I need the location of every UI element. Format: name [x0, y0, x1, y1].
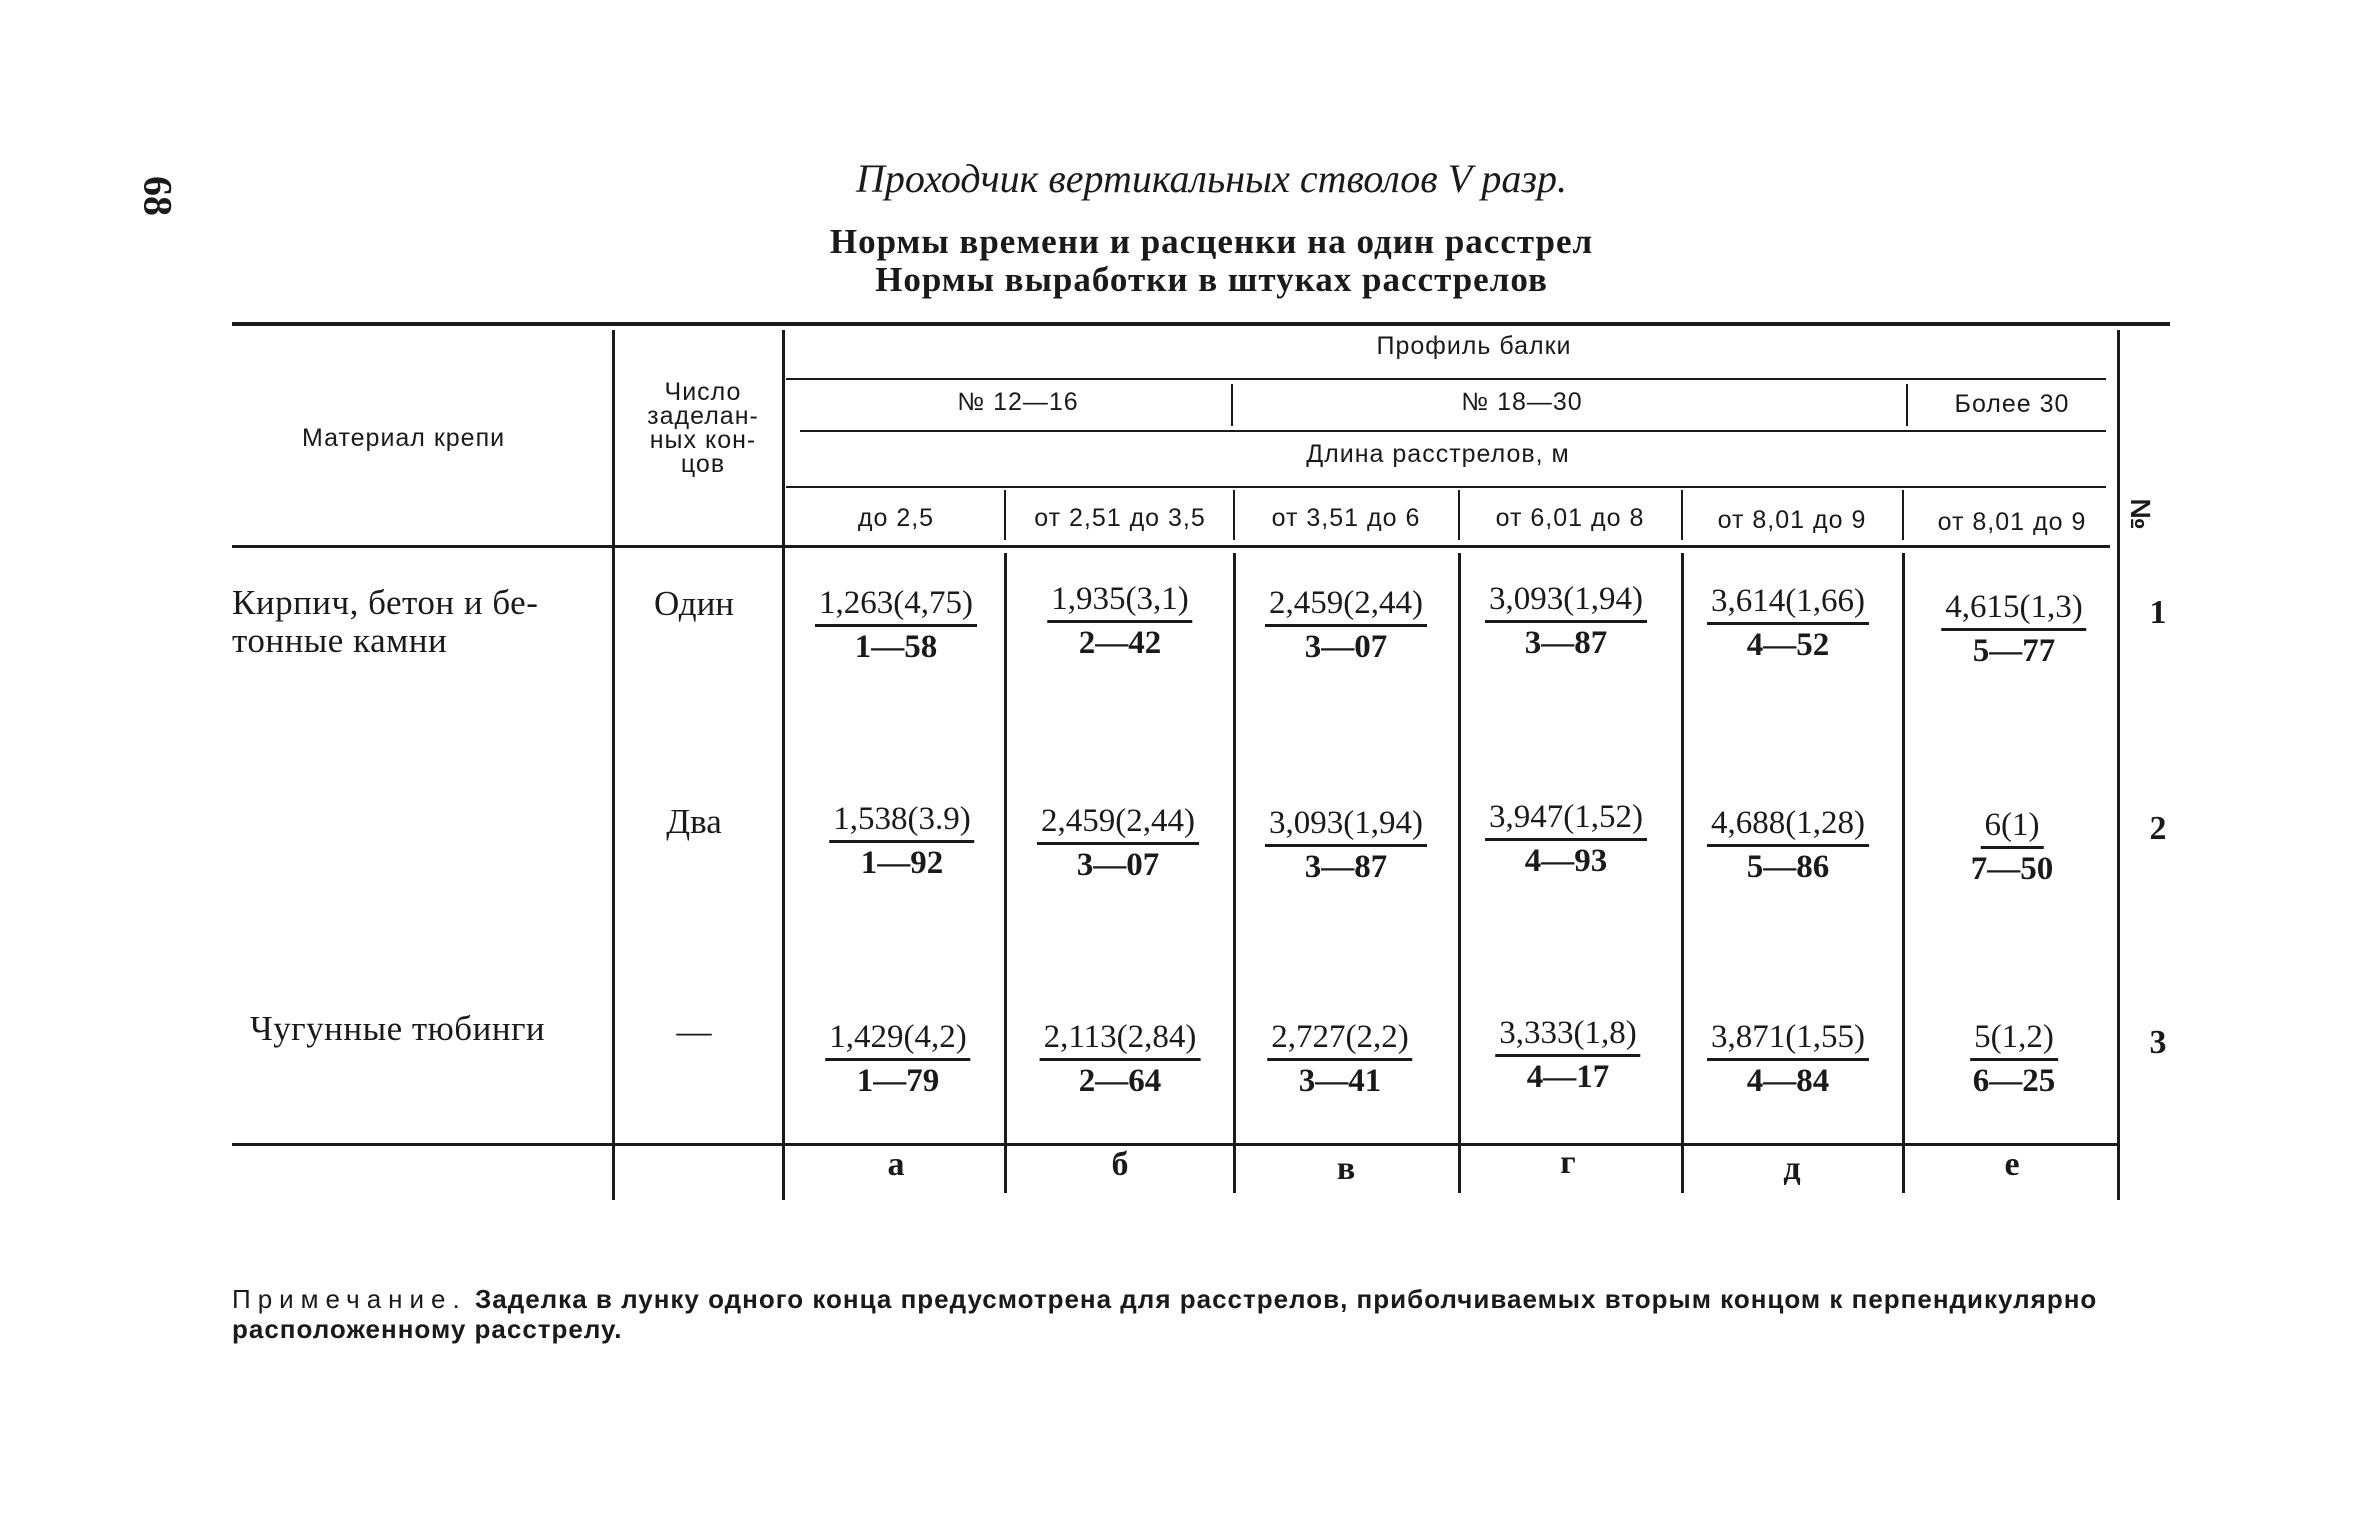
- row-3-cell-d: $\frac{3,333(1,8)}{4—17}$: [1495, 1014, 1640, 1097]
- section-title: Проходчик вертикальных стволов V разр.: [856, 156, 1567, 201]
- row-1-material: Кирпич, бетон и бе-тонные камни: [232, 583, 539, 660]
- v-rule-body-3: [1458, 553, 1461, 1193]
- row-1-cell-b: $\frac{1,935(3,1)}{2—42}$: [1047, 580, 1192, 663]
- header-length: Длина расстрелов, м: [1306, 440, 1570, 468]
- row-2-cell-b: $\frac{2,459(2,44)}{3—07}$: [1037, 802, 1199, 885]
- row-1-number: 1: [2149, 594, 2167, 631]
- row-2-number: 2: [2149, 810, 2167, 847]
- footnote-lead: Примечание.: [232, 1284, 467, 1314]
- v-rule-group-1: [1231, 384, 1233, 426]
- row-2-ends: Два: [666, 802, 722, 841]
- v-rule-material: [612, 330, 615, 1200]
- v-rule-col-1: [1004, 490, 1006, 540]
- page-number: 68: [135, 176, 181, 216]
- header-profile: Профиль балки: [1376, 332, 1572, 360]
- v-rule-no: [2117, 330, 2120, 1200]
- v-rule-body-4: [1681, 553, 1684, 1193]
- row-1-cell-e: $\frac{3,614(1,66)}{4—52}$: [1707, 582, 1869, 665]
- row-3-cell-f: $\frac{5(1,2)}{6—25}$: [1970, 1018, 2058, 1101]
- footer-letter-d: г: [1560, 1144, 1576, 1181]
- row-2-cell-c: $\frac{3,093(1,94)}{3—87}$: [1265, 804, 1427, 887]
- v-rule-group-2: [1906, 384, 1908, 426]
- v-rule-col-4: [1681, 490, 1683, 540]
- length-rule: [786, 486, 2106, 488]
- row-2-cell-f: $\frac{6(1)}{7—50}$: [1970, 807, 2054, 887]
- header-no: №: [2125, 498, 2156, 530]
- table-top-rule: [232, 322, 2170, 326]
- header-group-1: № 12—16: [957, 388, 1079, 416]
- header-group-2: № 18—30: [1461, 388, 1583, 416]
- footnote-text: Заделка в лунку одного конца предусмотрена для расстрелов, приболчиваемых вторым концом к перпендикулярно расположенному расстрелу.: [232, 1284, 2098, 1344]
- header-col-b: от 2,51 до 3,5: [1034, 504, 1206, 532]
- footer-letter-e: д: [1783, 1150, 1801, 1187]
- row-2-cell-e: $\frac{4,688(1,28)}{5—86}$: [1707, 804, 1869, 887]
- header-bottom-rule: [232, 545, 2110, 548]
- v-rule-col-2: [1233, 490, 1235, 540]
- v-rule-ends: [782, 330, 785, 1200]
- footer-letter-c: в: [1336, 1150, 1356, 1187]
- header-col-e: от 8,01 до 9: [1717, 506, 1867, 534]
- row-1-cell-c: $\frac{2,459(2,44)}{3—07}$: [1265, 584, 1427, 667]
- row-1-cell-d: $\frac{3,093(1,94)}{3—87}$: [1485, 580, 1647, 663]
- row-2-cell-a: $\frac{1,538(3.9)}{1—92}$: [829, 800, 974, 883]
- profile-rule: [786, 378, 2106, 380]
- row-3-number: 3: [2149, 1024, 2167, 1061]
- row-3-cell-b: $\frac{2,113(2,84)}{2—64}$: [1040, 1018, 1201, 1101]
- v-rule-body-5: [1902, 553, 1905, 1193]
- header-ends: Число заделан-ных кон-цов: [647, 378, 759, 478]
- header-group-3: Более 30: [1954, 390, 2070, 418]
- v-rule-body-2: [1233, 553, 1236, 1193]
- row-3-cell-c: $\frac{2,727(2,2)}{3—41}$: [1267, 1018, 1412, 1101]
- footnote: [232, 1284, 2172, 1344]
- row-1-cell-f: $\frac{4,615(1,3)}{5—77}$: [1941, 588, 2086, 671]
- row-3-cell-e: $\frac{3,871(1,55)}{4—84}$: [1707, 1018, 1869, 1101]
- header-col-c: от 3,51 до 6: [1271, 504, 1421, 532]
- v-rule-col-5: [1902, 490, 1904, 540]
- footer-letter-f: е: [2004, 1146, 2020, 1183]
- body-bottom-rule: [232, 1143, 2117, 1146]
- header-material: Материал крепи: [302, 424, 506, 452]
- row-3-ends: —: [676, 1012, 712, 1051]
- footer-letter-a: а: [887, 1146, 905, 1183]
- row-3-cell-a: $\frac{1,429(4,2)}{1—79}$: [825, 1018, 970, 1101]
- header-col-a: до 2,5: [857, 504, 935, 532]
- v-rule-body-1: [1004, 553, 1007, 1193]
- table-title-line-1: Нормы времени и расценки на один расстрел: [829, 222, 1594, 261]
- row-3-material: Чугунные тюбинги: [250, 1009, 546, 1048]
- table-title-line-2: Нормы выработки в штуках расстрелов: [875, 260, 1548, 299]
- header-col-f: от 8,01 до 9: [1937, 508, 2087, 536]
- group-rule: [800, 430, 2106, 432]
- v-rule-col-3: [1458, 490, 1460, 540]
- header-col-d: от 6,01 до 8: [1495, 504, 1645, 532]
- row-2-cell-d: $\frac{3,947(1,52)}{4—93}$: [1485, 798, 1647, 881]
- footer-letter-b: б: [1111, 1146, 1129, 1183]
- row-1-cell-a: $\frac{1,263(4,75)}{1—58}$: [815, 584, 977, 667]
- row-1-ends: Один: [653, 584, 735, 623]
